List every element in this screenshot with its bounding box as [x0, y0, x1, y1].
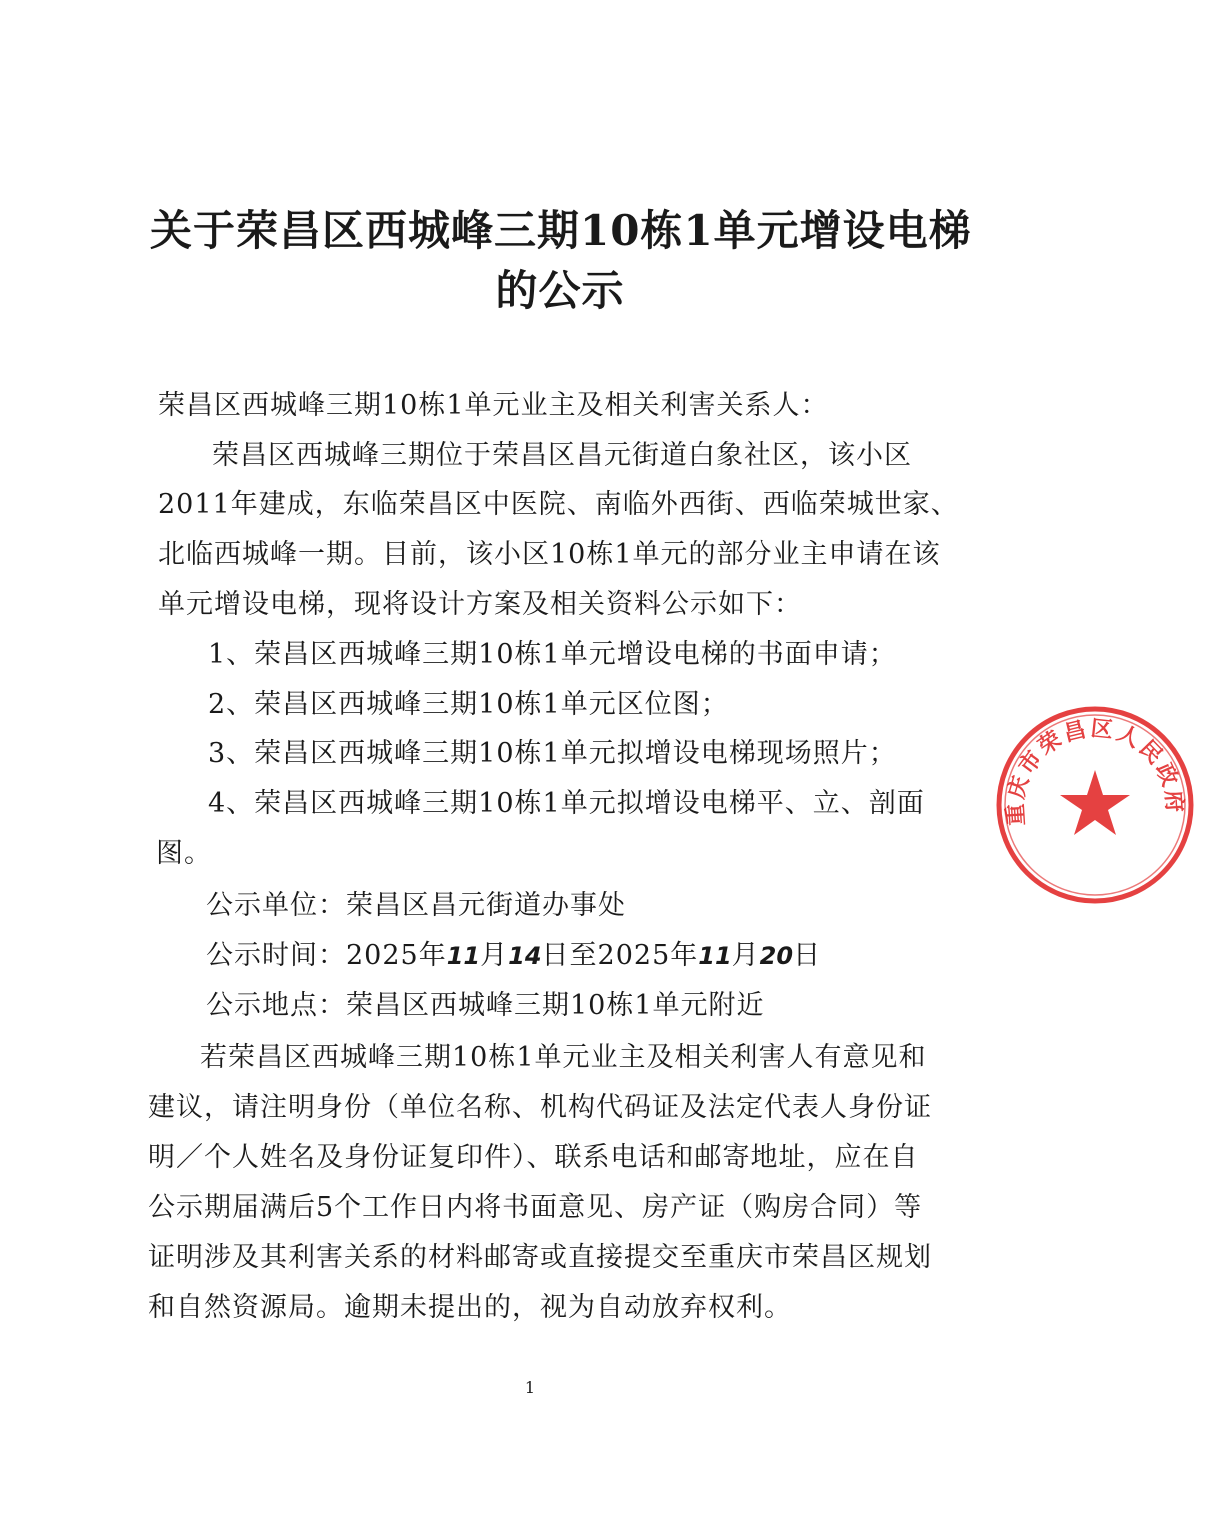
publicity-location: 公示地点：荣昌区西城峰三期10栋1单元附近 — [206, 990, 765, 1021]
list-item: 1、荣昌区西城峰三期10栋1单元增设电梯的书面申请； — [208, 639, 897, 670]
month-char: 月 — [480, 940, 509, 971]
notice-line: 建议，请注明身份（单位名称、机构代码证及法定代表人身份证 — [148, 1092, 932, 1123]
intro-line: 2011年建成，东临荣昌区中医院、南临外西街、西临荣城世家、 — [158, 489, 959, 520]
list-item: 4、荣昌区西城峰三期10栋1单元拟增设电梯平、立、剖面 — [208, 788, 925, 819]
publicity-time — [206, 938, 821, 974]
seal-star-icon — [1060, 770, 1130, 835]
handwritten-start-day: 14 — [508, 942, 542, 970]
to-char: 至 — [569, 940, 598, 971]
notice-line: 和自然资源局。逾期未提出的，视为自动放弃权利。 — [148, 1292, 792, 1323]
list-item-continuation: 图。 — [156, 838, 212, 869]
notice-line: 证明涉及其利害关系的材料邮寄或直接提交至重庆市荣昌区规划 — [148, 1242, 932, 1273]
handwritten-start-month: 11 — [446, 942, 481, 970]
document-title-line-2: 的公示 — [495, 266, 625, 315]
seal-text: 重庆市荣昌区人民政府 — [1003, 716, 1187, 827]
intro-line: 单元增设电梯，现将设计方案及相关资料公示如下： — [158, 589, 802, 620]
day-char: 日 — [793, 940, 822, 971]
intro-line: 荣昌区西城峰三期位于荣昌区昌元街道白象社区，该小区 — [212, 440, 912, 471]
official-seal-stamp — [985, 695, 1205, 915]
handwritten-end-month: 11 — [698, 942, 732, 970]
notice-line: 明／个人姓名及身份证复印件）、联系电话和邮寄地址，应在自 — [148, 1142, 919, 1173]
end-year: 2025年 — [597, 940, 699, 971]
document-title-line-1: 关于荣昌区西城峰三期10栋1单元增设电梯 — [150, 206, 972, 255]
salutation: 荣昌区西城峰三期10栋1单元业主及相关利害关系人： — [158, 390, 829, 421]
publicity-unit: 公示单位：荣昌区昌元街道办事处 — [206, 890, 626, 921]
publicity-time-label: 公示时间： — [206, 940, 346, 971]
page-number: 1 — [524, 1378, 536, 1397]
list-item: 3、荣昌区西城峰三期10栋1单元拟增设电梯现场照片； — [208, 738, 897, 769]
intro-line: 北临西城峰一期。目前，该小区10栋1单元的部分业主申请在该 — [158, 539, 941, 570]
notice-line: 公示期届满后5个工作日内将书面意见、房产证（购房合同）等 — [148, 1192, 923, 1223]
month-char: 月 — [731, 940, 760, 971]
day-char: 日 — [541, 940, 570, 971]
notice-line: 若荣昌区西城峰三期10栋1单元业主及相关利害人有意见和 — [200, 1042, 927, 1073]
handwritten-end-day: 20 — [759, 942, 794, 970]
list-item: 2、荣昌区西城峰三期10栋1单元区位图； — [208, 689, 729, 720]
start-year: 2025年 — [346, 940, 447, 971]
